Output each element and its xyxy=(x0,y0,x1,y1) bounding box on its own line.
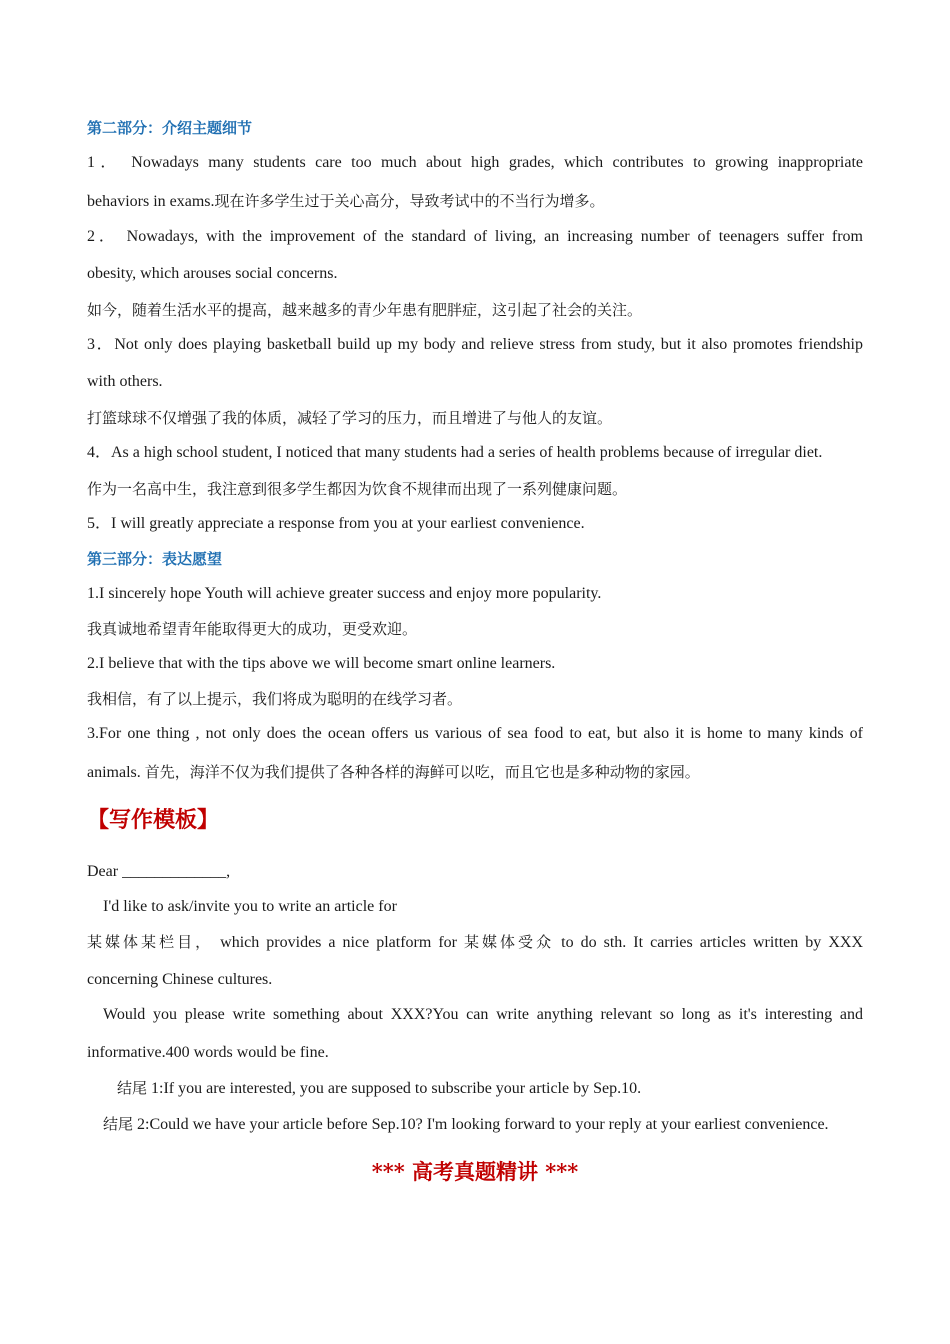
section-title-part3: 第三部分：表达愿望 xyxy=(87,550,223,568)
ending2-text: 2:Could we have your article before Sep.10? I'm looking forward to your reply at your earliest convenience. xyxy=(133,1116,829,1133)
part2-item4-en: 4．As a high school student, I noticed that many students had a series of health problems because of irregular diet. xyxy=(87,444,823,461)
letter-line3: concerning Chinese cultures. xyxy=(87,971,273,988)
part2-item5-en: 5．I will greatly appreciate a response from you at your earliest convenience. xyxy=(87,515,585,532)
part2-item2-line2: obesity, which arouses social concerns. xyxy=(87,265,338,282)
letter-line5: informative.400 words would be fine. xyxy=(87,1044,329,1061)
letter-greeting: Dear _____________, xyxy=(87,863,231,880)
part2-item3-line1: 3．Not only does playing basketball build up my body and relieve stress from study, but it also promotes friendship xyxy=(87,336,863,353)
part3-item3-en: animals. xyxy=(87,764,145,781)
letter-line4: Would you please write something about XXX?You can write anything relevant so long as it's interesting and xyxy=(103,1006,863,1023)
ending1-text: 1:If you are interested, you are supposed to subscribe your article by Sep.10. xyxy=(147,1080,642,1097)
part3-item2-en: 2.I believe that with the tips above we will become smart online learners. xyxy=(87,655,556,672)
part2-item1-line1: 1． Nowadays many students care too much about high grades, which contributes to growing inappropriate xyxy=(87,154,863,171)
ending2-label: 结尾 xyxy=(103,1115,134,1133)
letter-media-audience: 某媒体受众 xyxy=(464,933,555,951)
part3-item1-en: 1.I sincerely hope Youth will achieve greater success and enjoy more popularity. xyxy=(87,585,602,602)
letter-line2-text-b: to do sth. It carries articles written by XXX xyxy=(554,934,863,951)
letter-line2-text-a: which provides a nice platform for xyxy=(213,934,464,951)
ending1-label: 结尾 xyxy=(117,1079,148,1097)
part2-item1-zh: 现在许多学生过于关心高分，导致考试中的不当行为增多。 xyxy=(214,192,605,210)
part2-item3-zh: 打篮球球不仅增强了我的体质，减轻了学习的压力，而且增进了与他人的友谊。 xyxy=(87,409,613,427)
letter-ending2 xyxy=(103,1114,873,1135)
part3-item1-zh: 我真诚地希望青年能取得更大的成功，更受欢迎。 xyxy=(87,620,418,638)
part3-item3-line2 xyxy=(87,762,863,783)
letter-ending1 xyxy=(117,1078,863,1099)
letter-line1: I'd like to ask/invite you to write an article for xyxy=(103,898,397,915)
part3-item3-zh: 首先，海洋不仅为我们提供了各种各样的海鲜可以吃，而且它也是多种动物的家园。 xyxy=(144,763,700,781)
part2-item2-line1: 2． Nowadays, with the improvement of the standard of living, an increasing number of teenagers suffer from xyxy=(87,228,863,245)
part2-item4-zh: 作为一名高中生，我注意到很多学生都因为饮食不规律而出现了一系列健康问题。 xyxy=(87,480,628,498)
section-title-part2: 第二部分：介绍主题细节 xyxy=(87,119,253,137)
part2-item1-line2 xyxy=(87,191,863,212)
part2-item3-line2: with others. xyxy=(87,373,163,390)
part2-item1-en: behaviors in exams. xyxy=(87,193,215,210)
template-heading: 【写作模板】 xyxy=(87,808,220,833)
letter-line2 xyxy=(87,932,863,953)
part3-item3-line1: 3.For one thing , not only does the ocean offers us various of sea food to eat, but also it is home to many kinds of xyxy=(87,725,863,742)
exam-banner: *** 高考真题精讲 *** xyxy=(371,1159,579,1184)
letter-media-column: 某媒体某栏目， xyxy=(87,933,214,951)
part3-item2-zh: 我相信，有了以上提示，我们将成为聪明的在线学习者。 xyxy=(87,690,463,708)
part2-item2-zh: 如今，随着生活水平的提高，越来越多的青少年患有肥胖症，这引起了社会的关注。 xyxy=(87,301,643,319)
